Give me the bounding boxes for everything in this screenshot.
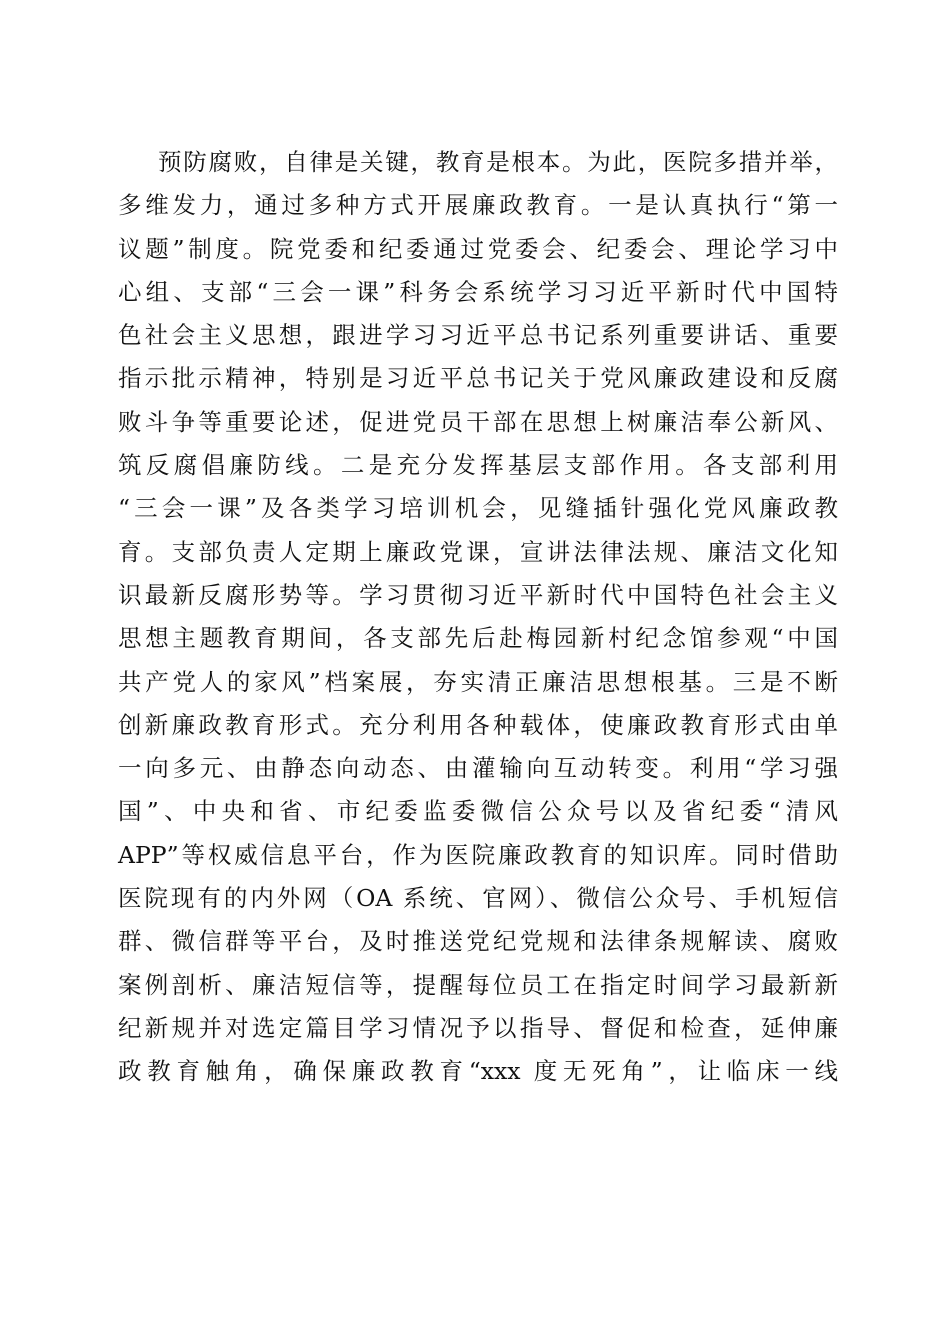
paragraph-line: 医院现有的内外网（OA 系统、官网）、微信公众号、手机短信 [118,884,838,913]
paragraph-line: 多维发力，通过多种方式开展廉政教育。一是认真执行“第一 [118,191,838,220]
paragraph-line: 识最新反腐形势等。学习贯彻习近平新时代中国特色社会主义 [118,580,838,609]
paragraph-line: 纪新规并对选定篇目学习情况予以指导、督促和检查，延伸廉 [118,1013,838,1042]
paragraph-line: 政教育触角，确保廉政教育“xxx 度无死角”，让临床一线 [118,1057,838,1086]
paragraph-line: 一向多元、由静态向动态、由灌输向互动转变。利用“学习强 [118,754,838,783]
paragraph-line: 心组、支部“三会一课”科务会系统学习习近平新时代中国特 [118,277,838,306]
paragraph-line: 指示批示精神，特别是习近平总书记关于党风廉政建设和反腐 [118,364,838,393]
paragraph-line: 国”、中央和省、市纪委监委微信公众号以及省纪委“清风 [118,797,838,826]
paragraph-line: 预防腐败，自律是关键，教育是根本。为此，医院多措并举， [158,148,838,176]
paragraph-line: 议题”制度。院党委和纪委通过党委会、纪委会、理论学习中 [118,234,838,263]
paragraph-line: 筑反腐倡廉防线。二是充分发挥基层支部作用。各支部利用 [118,451,838,480]
paragraph-line: 败斗争等重要论述，促进党员干部在思想上树廉洁奉公新风、 [118,407,838,436]
paragraph-line: 育。支部负责人定期上廉政党课，宣讲法律法规、廉洁文化知 [118,537,838,566]
paragraph-line: 群、微信群等平台，及时推送党纪党规和法律条规解读、腐败 [118,927,838,956]
paragraph-line: “三会一课”及各类学习培训机会，见缝插针强化党风廉政教 [118,494,838,523]
paragraph-line: 共产党人的家风”档案展，夯实清正廉洁思想根基。三是不断 [118,667,838,696]
paragraph-line: 案例剖析、廉洁短信等，提醒每位员工在指定时间学习最新新 [118,970,838,999]
paragraph-line: APP”等权威信息平台，作为医院廉政教育的知识库。同时借助 [118,840,838,869]
paragraph-line: 思想主题教育期间，各支部先后赴梅园新村纪念馆参观“中国 [118,624,838,653]
paragraph-line: 色社会主义思想，跟进学习习近平总书记系列重要讲话、重要 [118,321,838,350]
paragraph-line: 创新廉政教育形式。充分利用各种载体，使廉政教育形式由单 [118,710,838,739]
body-paragraph [118,141,838,1094]
